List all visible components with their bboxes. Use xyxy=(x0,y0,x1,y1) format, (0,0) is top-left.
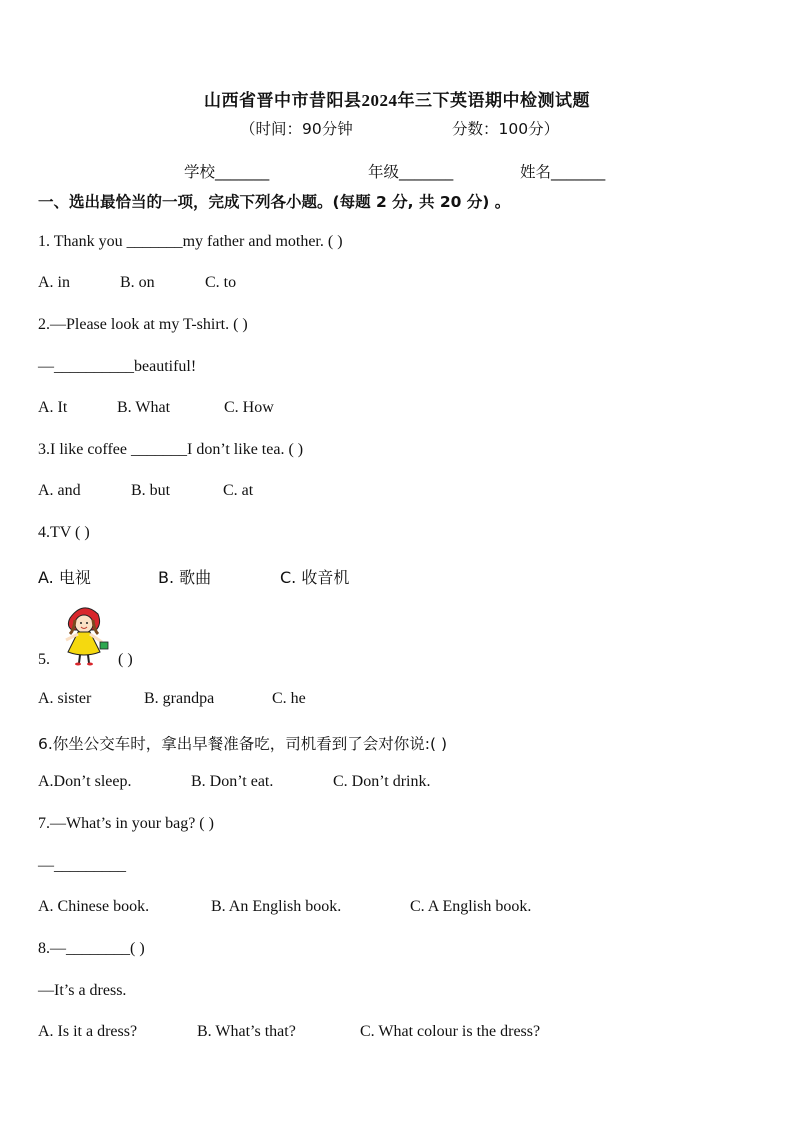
question-answer-line: —__________beautiful! xyxy=(38,358,197,375)
option-a: A. 电视 xyxy=(38,568,91,587)
option-b: B. Don’t eat. xyxy=(191,773,274,790)
name-field: 姓名_______ xyxy=(520,163,606,181)
option-c: C. What colour is the dress? xyxy=(360,1023,541,1040)
option-a: A. Is it a dress? xyxy=(38,1023,138,1040)
question-answer-line: —_________ xyxy=(38,857,126,874)
option-c: C. at xyxy=(223,482,254,499)
option-c: C. Don’t drink. xyxy=(333,773,431,790)
question-stem: 6.你坐公交车时，拿出早餐准备吃，司机看到了会对你说:( ) xyxy=(38,735,448,753)
option-a: A. Chinese book. xyxy=(38,898,150,915)
option-a: A. It xyxy=(38,399,68,416)
option-c: C. A English book. xyxy=(410,898,532,915)
option-a: A.Don’t sleep. xyxy=(38,773,132,790)
option-a: A. in xyxy=(38,274,70,291)
option-b: B. but xyxy=(131,482,171,499)
option-c: C. to xyxy=(205,274,237,291)
page-title: 山西省晋中市昔阳县2024年三下英语期中检测试题 xyxy=(204,91,590,110)
option-b: B. What’s that? xyxy=(197,1023,296,1040)
section-heading: 一、选出最恰当的一项，完成下列各小题。(每题 2 分, 共 20 分) 。 xyxy=(38,193,511,211)
option-b: B. An English book. xyxy=(211,898,342,915)
question-paren: ( ) xyxy=(118,651,133,668)
question-stem: 1. Thank you _______my father and mother. ( ) xyxy=(38,233,343,250)
option-b: B. on xyxy=(120,274,155,291)
question-stem: 2.—Please look at my T-shirt. ( ) xyxy=(38,316,248,333)
option-c: C. he xyxy=(272,690,306,707)
exam-time: （时间：90分钟 xyxy=(240,120,353,138)
exam-score: 分数：100分） xyxy=(452,120,560,138)
option-b: B. grandpa xyxy=(144,690,215,707)
school-field: 学校_______ xyxy=(184,163,270,181)
question-answer-line: —It’s a dress. xyxy=(38,982,127,999)
question-stem: 8.—________( ) xyxy=(38,940,145,957)
question-stem: 4.TV ( ) xyxy=(38,524,90,541)
option-b: B. What xyxy=(117,399,171,416)
grade-field: 年级_______ xyxy=(368,163,454,181)
question-number: 5. xyxy=(38,651,50,668)
option-a: A. and xyxy=(38,482,81,499)
question-stem: 7.—What’s in your bag? ( ) xyxy=(38,815,214,832)
option-b: B. 歌曲 xyxy=(158,568,212,587)
option-c: C. How xyxy=(224,399,274,416)
question-stem: 3.I like coffee _______I don’t like tea. ( ) xyxy=(38,441,304,458)
option-c: C. 收音机 xyxy=(280,568,350,587)
girl-picture-icon xyxy=(50,600,116,666)
option-a: A. sister xyxy=(38,690,92,707)
